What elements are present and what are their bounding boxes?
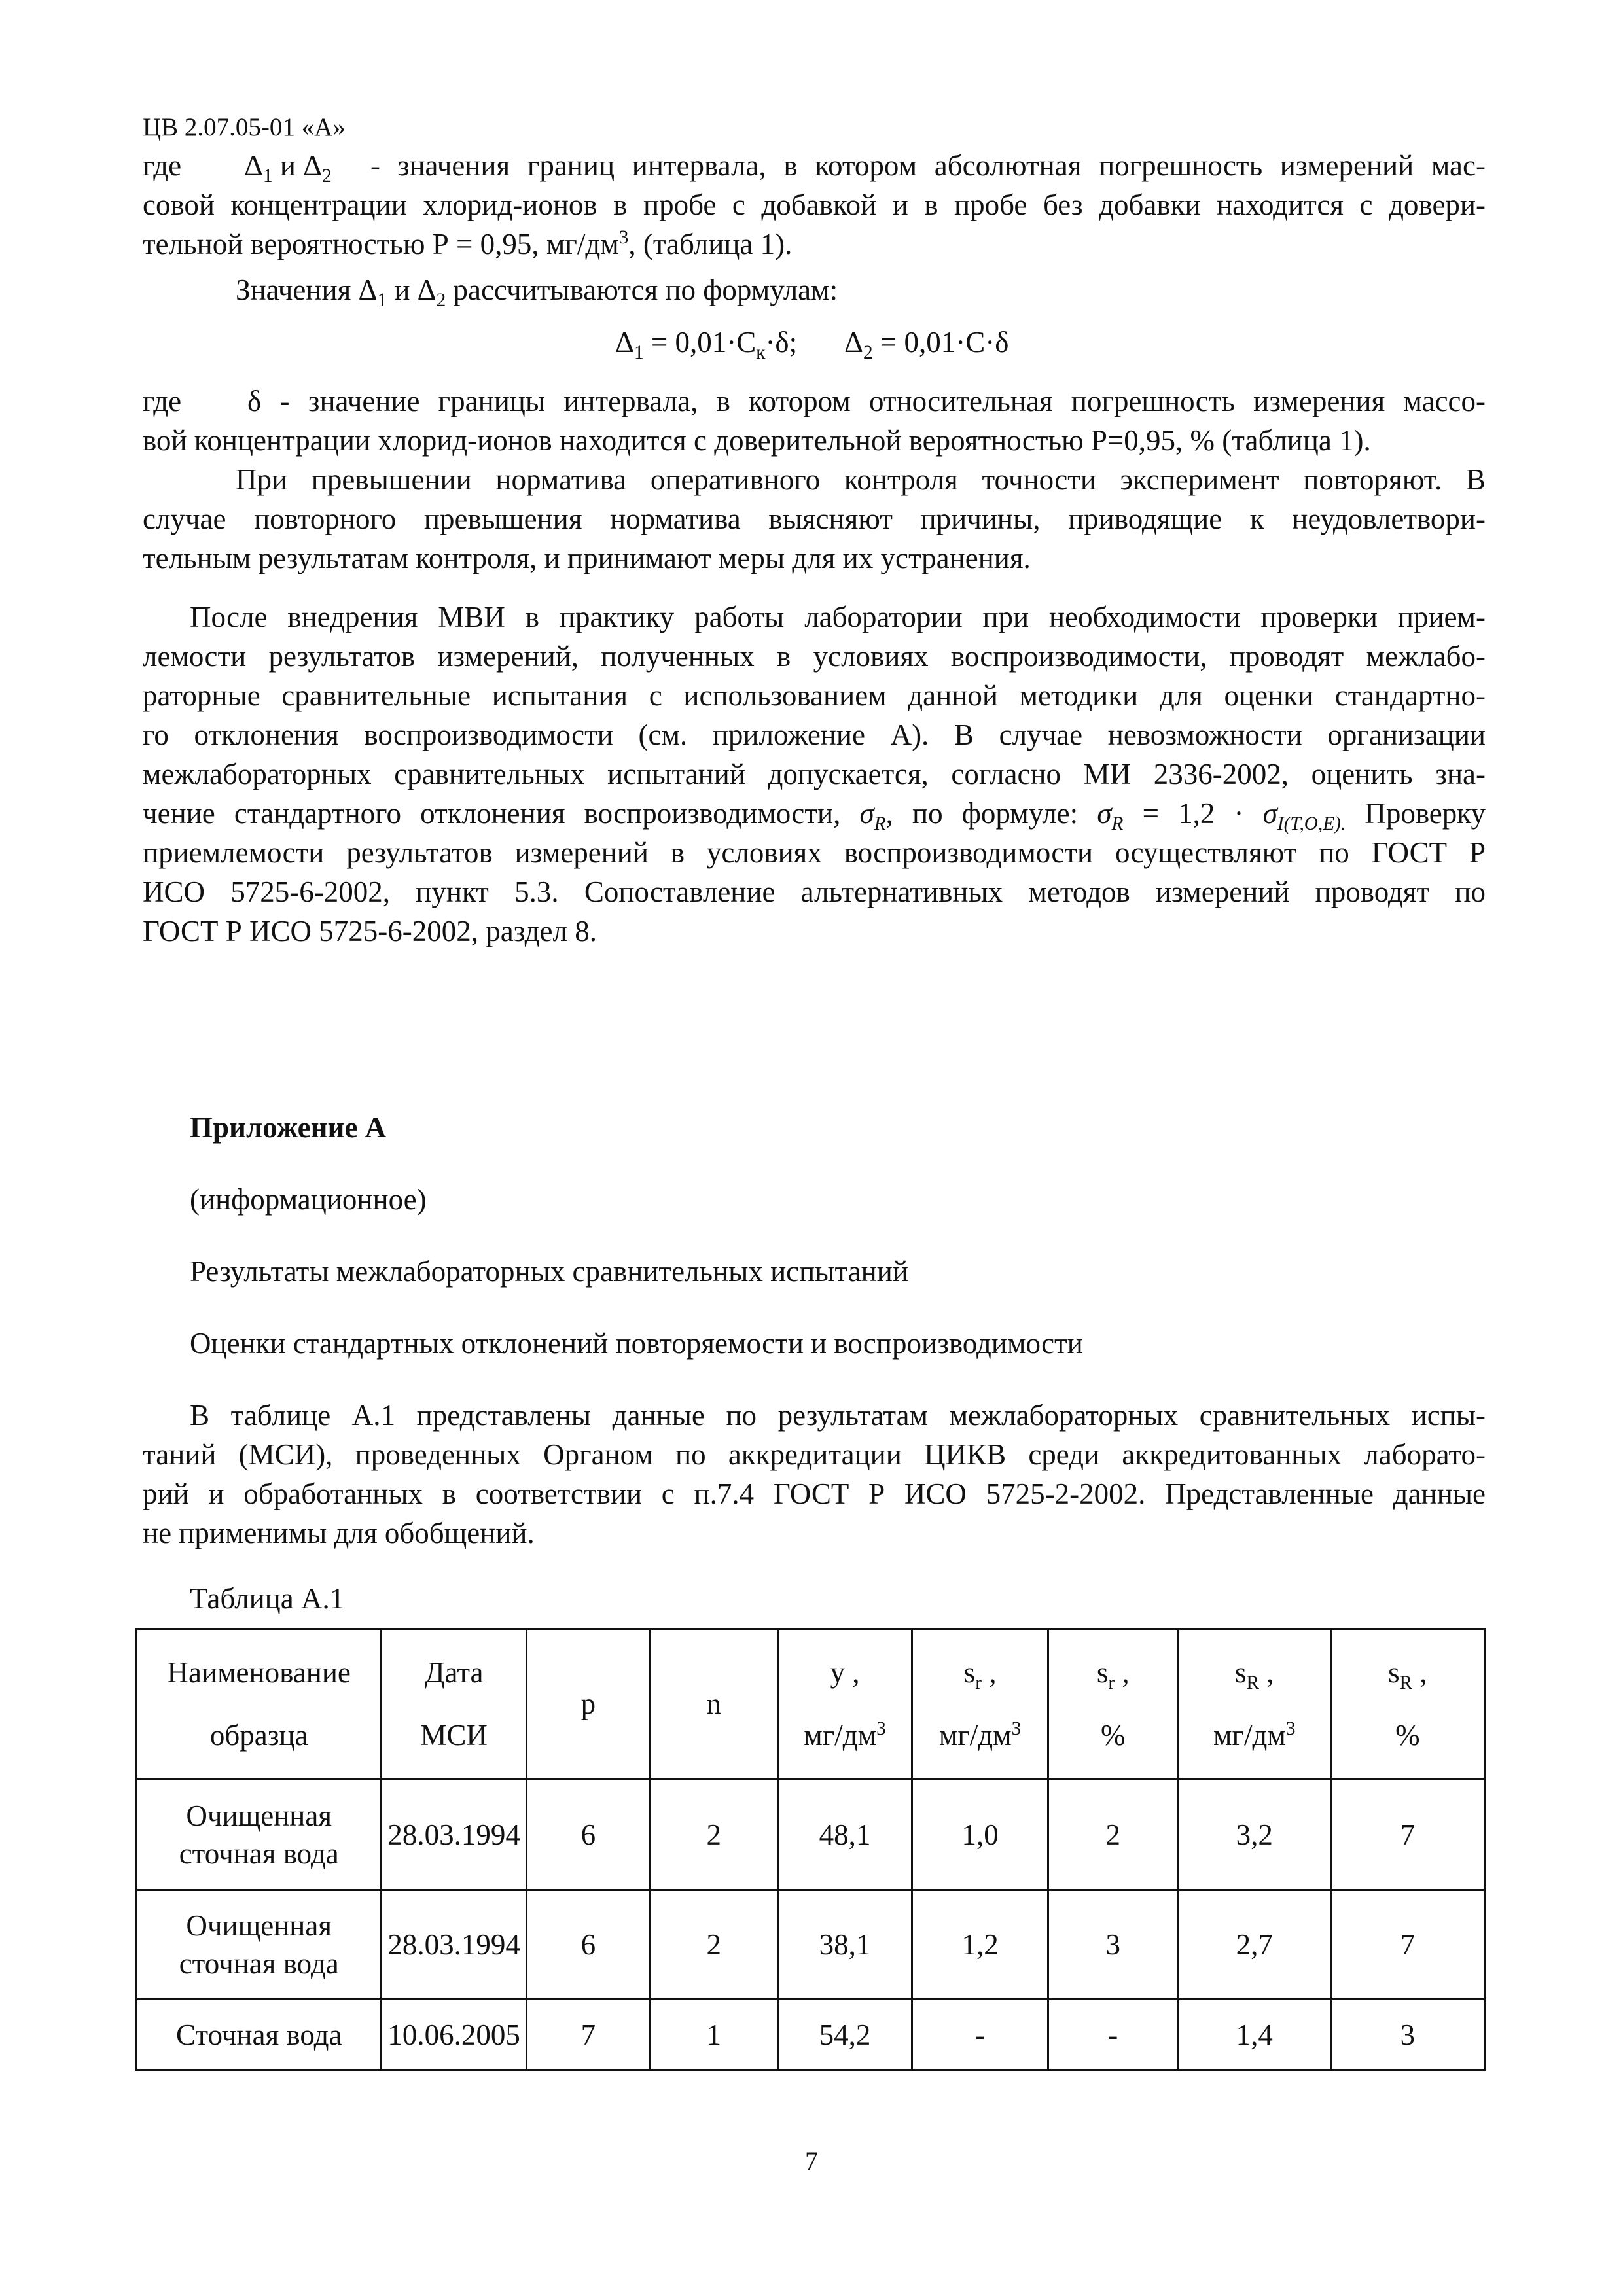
cell-date: 28.03.1994	[382, 1779, 527, 1890]
cell-sR-abs: 3,2	[1178, 1779, 1330, 1890]
header-sample-name: Наименование образца	[137, 1629, 382, 1779]
para4-line4: го отклонения воспроизводимости (см. приложение А). В случае невозможности организации	[143, 718, 1486, 751]
para1-line1: - значения границ интервала, в котором абсолютная погрешность измерений мас-	[370, 149, 1486, 182]
cell-sample-name: Очищенная сточная вода	[137, 1779, 382, 1890]
cell-sr-abs: -	[912, 2000, 1048, 2070]
cell-sR-rel: 3	[1330, 2000, 1484, 2070]
document-code: ЦВ 2.07.05-01 «А»	[143, 113, 346, 141]
cell-y: 48,1	[777, 1779, 912, 1890]
appendix-subtitle-2: Оценки стандартных отклонений повторяемости и воспроизводимости	[190, 1327, 1083, 1360]
table-caption: Таблица А.1	[190, 1582, 345, 1615]
cell-p: 6	[526, 1779, 650, 1890]
appendix-kind: (информационное)	[190, 1183, 427, 1216]
header-y: y , $мг/дм^3$	[777, 1629, 912, 1779]
para5-line1: В таблице А.1 представлены данные по результатам межлабораторных сравнительных испы-	[190, 1399, 1486, 1432]
para4-line2: лемости результатов измерений, полученных в условиях воспроизводимости, проводят межлабо-	[143, 640, 1486, 673]
header-sr-abs: $s_r$ , $мг/дм^3$	[912, 1629, 1048, 1779]
para1-symbols: $\Delta_1$ и $\Delta_2$	[244, 149, 332, 186]
cell-y: 38,1	[777, 1890, 912, 2000]
para5-line4: не применимы для обобщений.	[143, 1517, 535, 1549]
cell-sR-rel: 7	[1330, 1779, 1484, 1890]
para4-line7: приемлемости результатов измерений в условиях воспроизводимости осуществляют по ГОСТ Р	[143, 836, 1486, 869]
cell-y: 54,2	[777, 2000, 912, 2070]
para1-line3: тельной вероятностью Р = 0,95, $мг/дм^3$, (таблица 1).	[143, 227, 793, 260]
formula-delta1: $\Delta_1 = 0,01\cdot С_к\cdot\delta$;	[615, 326, 798, 363]
para3-line3: При превышении норматива оперативного контроля точности эксперимент повторяют. В	[236, 463, 1486, 496]
cell-p: 7	[526, 2000, 650, 2070]
appendix-title: Приложение А	[190, 1111, 387, 1144]
header-sR-rel: $s_R$ , %	[1330, 1629, 1484, 1779]
table-row	[137, 1890, 1485, 2000]
cell-p: 6	[526, 1890, 650, 2000]
cell-sr-rel: -	[1048, 2000, 1178, 2070]
para5-line3: рий и обработанных в соответствии с п.7.4 ГОСТ Р ИСО 5725-2-2002. Представленные данные	[143, 1477, 1486, 1510]
para4-line6: чение стандартного отклонения воспроизводимости, $\sigma_R$, по формуле: $\sigma_R = 1,2 \cdot \sigma_{I(T,O,E).}$ Проверку	[143, 797, 1486, 834]
para4-line5: межлабораторных сравнительных испытаний допускается, согласно МИ 2336-2002, оценить зна-	[143, 758, 1486, 790]
cell-sr-abs: 1,0	[912, 1779, 1048, 1890]
para4-line1: После внедрения МВИ в практику работы лаборатории при необходимости проверки прием-	[190, 601, 1486, 633]
cell-sample-name: Очищенная сточная вода	[137, 1890, 382, 2000]
formula-delta2: $\Delta_2 = 0,01\cdot С\cdot\delta$	[844, 326, 1009, 363]
cell-sample-name: Сточная вода	[137, 2000, 382, 2070]
para4-line9: ГОСТ Р ИСО 5725-6-2002, раздел 8.	[143, 915, 597, 947]
cell-sr-rel: 2	[1048, 1779, 1178, 1890]
para1-line2: совой концентрации хлорид-ионов в пробе с добавкой и в пробе без добавки находится с довери-	[143, 188, 1486, 221]
header-sR-abs: $s_R$ , $мг/дм^3$	[1178, 1629, 1330, 1779]
para3-line2: вой концентрации хлорид-ионов находится с доверительной вероятностью Р=0,95, % (таблица 1).	[143, 424, 1371, 457]
table-header-row	[137, 1629, 1485, 1779]
cell-n: 2	[650, 1890, 777, 2000]
cell-sR-rel: 7	[1330, 1890, 1484, 2000]
header-p: p	[526, 1629, 650, 1779]
table-row	[137, 2000, 1485, 2070]
cell-sR-abs: 1,4	[1178, 2000, 1330, 2070]
page-number: 7	[805, 2146, 818, 2176]
para3-label: где	[143, 385, 182, 417]
appendix-subtitle-1: Результаты межлабораторных сравнительных испытаний	[190, 1255, 908, 1288]
cell-sr-abs: 1,2	[912, 1890, 1048, 2000]
cell-n: 2	[650, 1779, 777, 1890]
para3-line5: тельным результатам контроля, и принимают меры для их устранения.	[143, 542, 1031, 574]
cell-sr-rel: 3	[1048, 1890, 1178, 2000]
cell-date: 10.06.2005	[382, 2000, 527, 2070]
table-row	[137, 1779, 1485, 1890]
para5-line2: таний (МСИ), проведенных Органом по аккредитации ЦИКВ среди аккредитованных лаборато-	[143, 1438, 1486, 1471]
header-sr-rel: $s_r$ , %	[1048, 1629, 1178, 1779]
para4-line8: ИСО 5725-6-2002, пункт 5.3. Сопоставление альтернативных методов измерений проводят по	[143, 875, 1486, 908]
para4-line3: раторные сравнительные испытания с использованием данной методики для оценки стандартно-	[143, 679, 1486, 712]
para3-line4: случае повторного превышения норматива выясняют причины, приводящие к неудовлетвори-	[143, 503, 1486, 535]
formula-intro: Значения $\Delta_1$ и $\Delta_2$ рассчитываются по формулам:	[236, 274, 838, 311]
results-table	[135, 1628, 1486, 2071]
cell-sR-abs: 2,7	[1178, 1890, 1330, 2000]
cell-n: 1	[650, 2000, 777, 2070]
para3-line1: δ - значение границы интервала, в котором относительная погрешность измерения массо-	[247, 385, 1486, 417]
cell-date: 28.03.1994	[382, 1890, 527, 2000]
para1-label: где	[143, 149, 182, 182]
header-n: n	[650, 1629, 777, 1779]
header-date: Дата МСИ	[382, 1629, 527, 1779]
